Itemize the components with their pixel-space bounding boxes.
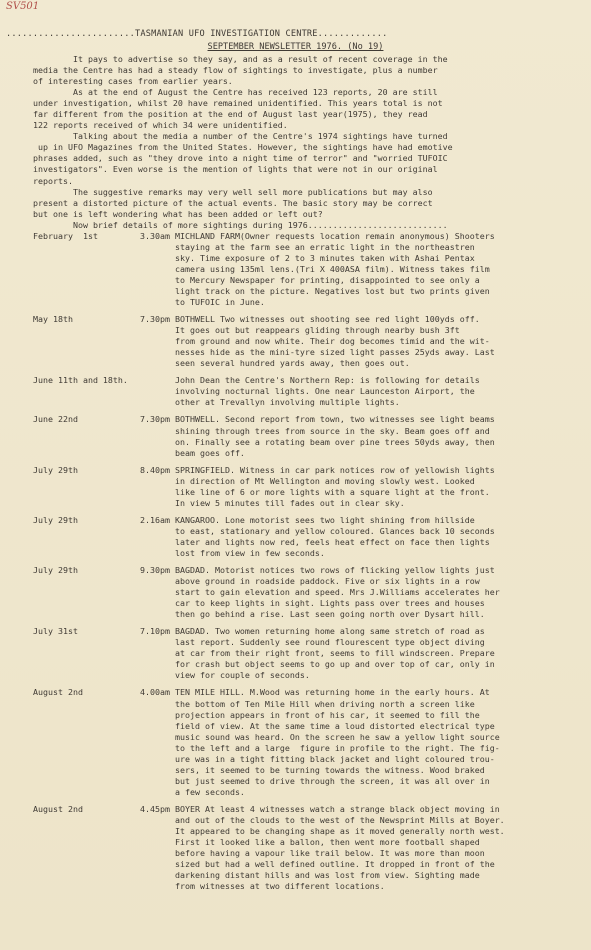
- organisation-title: ........................TASMANIAN UFO INVESTIGATION CENTRE.............: [6, 29, 388, 39]
- description-line: above ground in roadside paddock. Five or six lights in a row: [175, 576, 480, 587]
- sighting-time: 7.30pm: [140, 314, 170, 325]
- sighting-time: 2.16am: [140, 514, 170, 525]
- description-line: BOTHWELL. Second report from town, two witnesses see light beams: [175, 414, 495, 425]
- sighting-date: July 31st: [33, 626, 78, 637]
- description-line: beam goes off.: [175, 447, 245, 458]
- paragraph: [33, 87, 567, 131]
- sighting-description: [175, 804, 567, 892]
- description-line: BAGDAD. Two women returning home along same stretch of road as: [175, 626, 485, 637]
- sighting-entry: [33, 314, 567, 369]
- sighting-date: August 2nd: [33, 687, 83, 698]
- description-line: to the left and a large figure in profile to the right. The fig-: [175, 742, 500, 753]
- description-line: last report. Suddenly see round flourescent type object diving: [175, 637, 485, 648]
- description-line: from ground and now white. Their dog becomes timid and the wit-: [175, 336, 490, 347]
- description-line: then go behind a rise. Last seen going north over Dysart hill.: [175, 609, 485, 620]
- description-line: First it looked like a ballon, then went more football shaped: [175, 837, 480, 848]
- sighting-description: [175, 314, 567, 369]
- text-line: of interesting cases from earlier years.: [33, 76, 233, 87]
- sighting-description: [175, 687, 567, 797]
- description-line: other at Trevallyn involving multiple lights.: [175, 397, 400, 408]
- description-line: a few seconds.: [175, 786, 245, 797]
- sighting-date: May 18th: [33, 314, 73, 325]
- paragraph: [33, 54, 567, 87]
- sighting-description: [175, 565, 567, 620]
- text-line: Talking about the media a number of the Centre's 1974 sightings have turned: [33, 131, 448, 142]
- sighting-entry: [33, 687, 567, 797]
- sighting-time: 9.30pm: [140, 565, 170, 576]
- paragraph: [33, 131, 567, 186]
- description-line: view for couple of seconds.: [175, 670, 310, 681]
- sighting-date: July 29th: [33, 565, 78, 576]
- sighting-date: July 29th: [33, 514, 78, 525]
- description-line: music sound was heard. On the screen he saw a yellow light source: [175, 731, 500, 742]
- sighting-time: 3.30am: [140, 230, 170, 241]
- sighting-entry: [33, 375, 567, 408]
- description-line: and out of the clouds to the west of the Newsprint Mills at Boyer.: [175, 815, 505, 825]
- description-line: BOTHWELL Two witnesses out shooting see red light 100yds off.: [175, 314, 480, 325]
- description-line: sers, it seemed to be turning towards the witness. Wood braked: [175, 764, 485, 775]
- newsletter-body: [33, 54, 567, 892]
- description-line: light track on the picture. Negatives lost but two prints given: [175, 285, 490, 296]
- text-line: far different from the position at the end of August last year(1975), they read: [33, 109, 428, 120]
- sighting-entry: [33, 231, 567, 308]
- description-line: KANGAROO. Lone motorist sees two light shining from hillside: [175, 514, 475, 525]
- sighting-date: June 22nd: [33, 414, 78, 425]
- sighting-description: [175, 515, 567, 559]
- sightings-intro: Now brief details of more sightings during 1976............................: [33, 219, 448, 230]
- description-line: car to keep lights in sight. Lights pass over trees and houses: [175, 598, 485, 609]
- handwritten-reference: SV501: [6, 1, 40, 12]
- description-line: but just seemed to drive through the screen, it was all over in: [175, 775, 490, 786]
- description-line: before having a vapour like trail below. It was more than moon: [175, 848, 485, 859]
- description-line: from witnesses at two different locations.: [175, 881, 385, 892]
- description-line: SPRINGFIELD. Witness in car park notices row of yellowish lights: [175, 464, 495, 475]
- description-line: to Mercury Newspaper for printing, disappointed to see only a: [175, 274, 480, 285]
- sighting-date: February 1st: [33, 230, 98, 241]
- description-line: BAGDAD. Motorist notices two rows of flicking yellow lights just: [175, 565, 495, 576]
- sighting-entry: [33, 804, 567, 892]
- description-line: camera using 135ml lens.(Tri X 400ASA film). Witness takes film: [175, 263, 490, 274]
- text-line: phrases added, such as "they drove into a night time of terror" and "worried TUFOIC: [33, 153, 448, 164]
- sighting-date: August 2nd: [33, 803, 83, 814]
- description-line: like line of 6 or more lights with a square light at the front.: [175, 486, 490, 497]
- text-line: As at the end of August the Centre has received 123 reports, 20 are still: [33, 87, 438, 98]
- sighting-entry: [33, 465, 567, 509]
- description-line: later and lights now red, feels heat effect on face then lights: [175, 536, 490, 547]
- description-line: lost from view in few seconds.: [175, 547, 325, 558]
- description-line: ure was in a tight fitting black jacket and light coloured trou-: [175, 753, 495, 764]
- description-line: TEN MILE HILL. M.Wood was returning home in the early hours. At: [175, 687, 490, 698]
- text-line: but one is left wondering what has been added or left out?: [33, 208, 323, 219]
- description-line: projection appears in front of his car, it seemed to fill the: [175, 709, 480, 720]
- sighting-list: [33, 231, 567, 893]
- text-line: up in UFO Magazines from the United States. However, the sightings have had emotive: [33, 142, 453, 153]
- description-line: on. Finally see a rotating beam over pine trees 50yds away, then: [175, 436, 495, 447]
- sighting-description: [175, 414, 567, 458]
- newsletter-title: SEPTEMBER NEWSLETTER 1976. (No 19): [207, 42, 384, 52]
- description-line: John Dean the Centre's Northern Rep: is following for details: [175, 375, 480, 386]
- sighting-entry: [33, 515, 567, 559]
- description-line: seen several hundred yards away, then goes out.: [175, 358, 410, 369]
- description-line: in direction of Mt Wellington and moving slowly west. Looked: [175, 475, 475, 486]
- description-line: the bottom of Ten Mile Hill when driving north a screen like: [175, 698, 475, 709]
- sighting-description: [175, 231, 567, 308]
- description-line: start to gain elevation and speed. Mrs J.Williams accelerates her: [175, 587, 500, 598]
- description-line: involving nocturnal lights. One near Launceston Airport, the: [175, 386, 475, 397]
- description-line: sky. Time exposure of 2 to 3 minutes taken with Ashai Pentax: [175, 252, 475, 263]
- sighting-time: 8.40pm: [140, 464, 170, 475]
- sighting-description: [175, 626, 567, 681]
- description-line: for crash but object seems to go up and over top of car, only in: [175, 659, 495, 670]
- text-line: under investigation, whilst 20 have remained unidentified. This years total is not: [33, 98, 443, 109]
- text-line: investigators". Even worse is the mention of lights that were not in our original: [33, 164, 438, 175]
- text-line: present a distorted picture of the actual events. The basic story may be correct: [33, 197, 433, 208]
- description-line: darkening distant hills and was lost from view. Sighting made: [175, 870, 480, 881]
- sighting-time: 7.30pm: [140, 414, 170, 425]
- sighting-date: July 29th: [33, 464, 78, 475]
- text-line: The suggestive remarks may very well sell more publications but may also: [33, 186, 433, 197]
- sighting-entry: [33, 626, 567, 681]
- description-line: to east, stationary and yellow coloured. Glances back 10 seconds: [175, 525, 495, 536]
- sighting-time: 4.00am: [140, 687, 170, 698]
- text-line: It pays to advertise so they say, and as a result of recent coverage in the: [33, 54, 448, 64]
- sighting-description: [175, 465, 567, 509]
- description-line: shining through trees from source in the sky. Beam goes off and: [175, 425, 490, 436]
- sighting-time: 4.45pm: [140, 803, 170, 814]
- sighting-entry: [33, 565, 567, 620]
- description-line: sized but had a well defined outline. It dropped in front of the: [175, 859, 495, 870]
- description-line: to TUFOIC in June.: [175, 297, 265, 308]
- text-line: reports.: [33, 175, 73, 186]
- sighting-date: June 11th and 18th.: [33, 375, 128, 386]
- description-line: nesses hide as the mini-tyre sized light passes 25yds away. Last: [175, 347, 495, 358]
- sighting-description: [175, 375, 567, 408]
- description-line: In view 5 minutes till fades out in clear sky.: [175, 497, 405, 508]
- description-line: at car from their right front, seems to fill windscreen. Prepare: [175, 648, 495, 659]
- text-line: 122 reports received of which 34 were unidentified.: [33, 120, 288, 131]
- description-line: BOYER At least 4 witnesses watch a strange black object moving in: [175, 803, 500, 814]
- description-line: It appeared to be changing shape as it moved generally north west.: [175, 826, 505, 837]
- sighting-time: 7.10pm: [140, 626, 170, 637]
- description-line: It goes out but reappears gliding through nearby bush 3ft: [175, 325, 460, 336]
- sighting-entry: [33, 414, 567, 458]
- description-line: MICHLAND FARM(Owner requests location remain anonymous) Shooters: [175, 230, 495, 241]
- description-line: field of view. At the same time a loud distorted electrical type: [175, 720, 495, 731]
- description-line: staying at the farm see an erratic light in the northeastren: [175, 241, 475, 252]
- text-line: media the Centre has had a steady flow of sightings to investigate, plus a number: [33, 65, 438, 76]
- paragraph: [33, 187, 567, 220]
